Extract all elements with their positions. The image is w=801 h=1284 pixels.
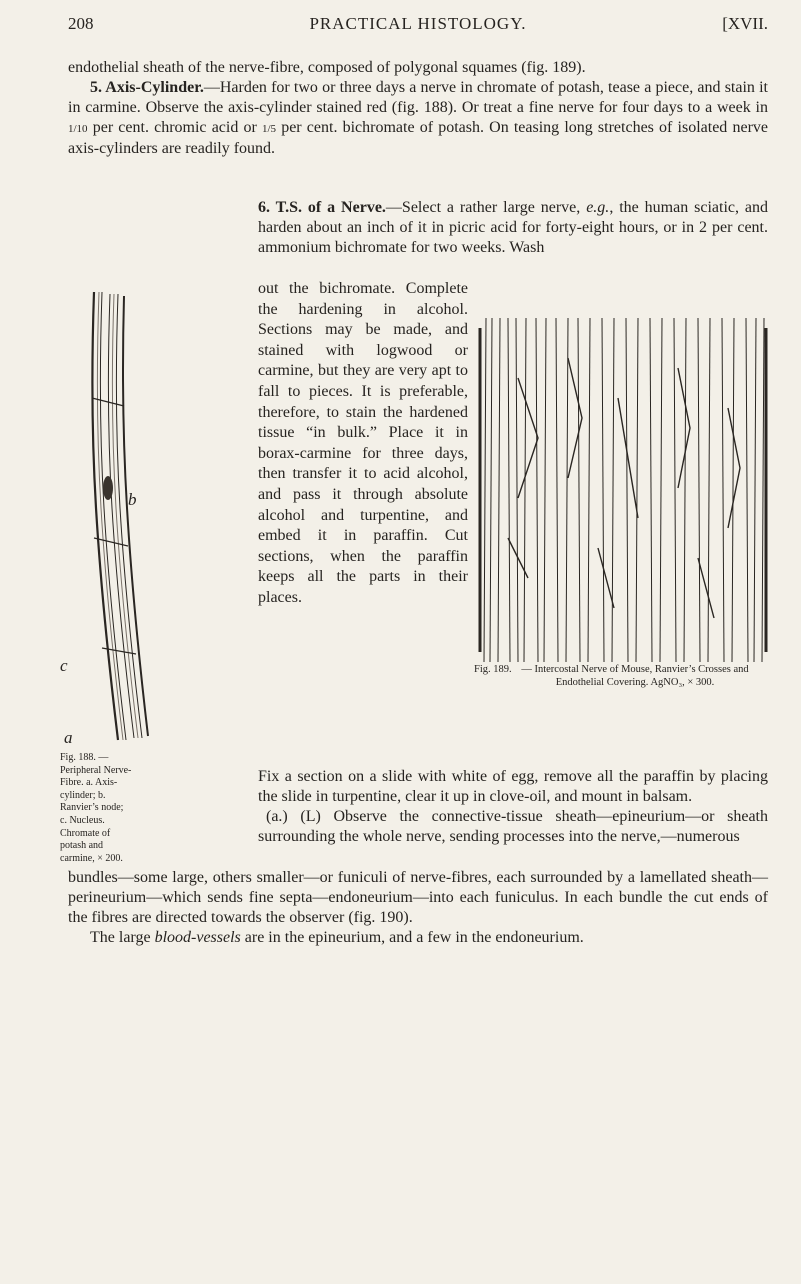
fig-189-number: Fig. 189. <box>474 664 512 675</box>
label-a: a <box>64 728 73 747</box>
figure-189 <box>478 318 768 662</box>
ts-nerve-text-a: —Select a rather large nerve, <box>385 199 581 216</box>
ts-nerve-text-b: , the human sciatic, and harden about an inch of it in picric acid for forty-eight hours, or in 2 per cent. ammonium bichromate for two weeks. Wash <box>258 199 769 256</box>
axis-cylinder-text: —Harden for two or three days a nerve in chromate of potash, tease a piece, and stain it in carmine. Observe the axis-cylinder stained red (fig. 188). Or treat a fine nerve for four days to a week in <box>68 79 768 116</box>
text-narrow-column <box>258 279 468 609</box>
axis-cylinder-end: per cent. bichromate of potash. On teasing long stretches of isolated nerve axis-cylinders are readily found. <box>68 119 768 157</box>
heading-ts-nerve: 6. T.S. of a Nerve. <box>258 199 386 216</box>
paragraph-axis-cylinder <box>68 78 768 159</box>
paragraph-1: endothelial sheath of the nerve-fibre, composed of polygonal squames (fig. 189). <box>68 59 586 76</box>
paragraph-blood-vessels <box>68 928 768 948</box>
text-bottom <box>68 868 768 948</box>
fig-189-caption-text: — Intercostal Nerve of Mouse, Ranvier’s Crosses and Endothelial Covering. AgNO₃, × 300. <box>521 664 749 688</box>
label-c: c <box>60 656 68 675</box>
ts-nerve-eg: e.g. <box>586 199 610 216</box>
blood-vessels-text-a: The large <box>90 929 151 946</box>
fraction-one-fifth: 1/5 <box>261 123 277 135</box>
fraction-one-tenth: 1/10 <box>68 123 88 135</box>
paragraph-bundles: bundles—some large, others smaller—or funiculi of nerve-fibres, each surrounded by a lamellated sheath—perineurium—which sends fine septa—endoneurium—into each funiculus. In each bundle the cut ends of the fibres are directed towards the observer (fig. 190). <box>68 869 768 926</box>
running-title: PRACTICAL HISTOLOGY. <box>309 14 527 33</box>
text-wrap-right <box>258 198 768 258</box>
blood-vessels-text-b: are in the epineurium, and a few in the endoneurium. <box>244 929 584 946</box>
caption-fig-188: Fig. 188. — Peripheral Nerve-Fibre. a. Axis-cylinder; b. Ranvier’s node; c. Nucleus. Chromate of potash and carmine, × 200. <box>60 752 132 864</box>
chapter-marker: [XVII. <box>722 14 768 33</box>
nerve-fibre-illustration <box>72 288 196 744</box>
ts-nerve-continued: Fix a section on a slide with white of egg, remove all the paraffin by placing the slide in turpentine, clear it up in clove-oil, and mount in balsam. <box>258 768 768 805</box>
ts-nerve-narrow: out the bichromate. Complete the hardening in alcohol. Sections may be made, and stained with logwood or carmine, but they are very apt to fall to pieces. It is preferable, therefore, to stain the hardened tissue “in bulk.” Place it in borax-carmine for three days, then transfer it to acid alcohol, and pass it through absolute alcohol and turpentine, and embed it in paraffin. Cut sections, when the paraffin keeps all the parts in their places. <box>258 280 468 606</box>
axis-cylinder-mid: per cent. chromic acid or <box>92 119 257 136</box>
text-lower-right <box>258 767 768 847</box>
label-b: b <box>128 490 137 509</box>
paragraph-epineurium: (a.) (L) Observe the connective-tissue sheath—epineurium—or sheath surrounding the whole nerve, sending processes into the nerve,—numerous <box>258 808 768 845</box>
text-top <box>68 58 768 159</box>
blood-vessels-term: blood-vessels <box>154 929 241 946</box>
caption-fig-189 <box>474 664 770 689</box>
running-header <box>68 14 768 38</box>
intercostal-nerve-illustration <box>478 318 768 662</box>
heading-axis-cylinder: 5. Axis-Cylinder. <box>90 79 204 96</box>
nucleus-shape <box>103 476 113 500</box>
page-number: 208 <box>68 14 94 33</box>
figure-188 <box>60 288 196 747</box>
paragraph-ts-nerve <box>258 198 768 258</box>
